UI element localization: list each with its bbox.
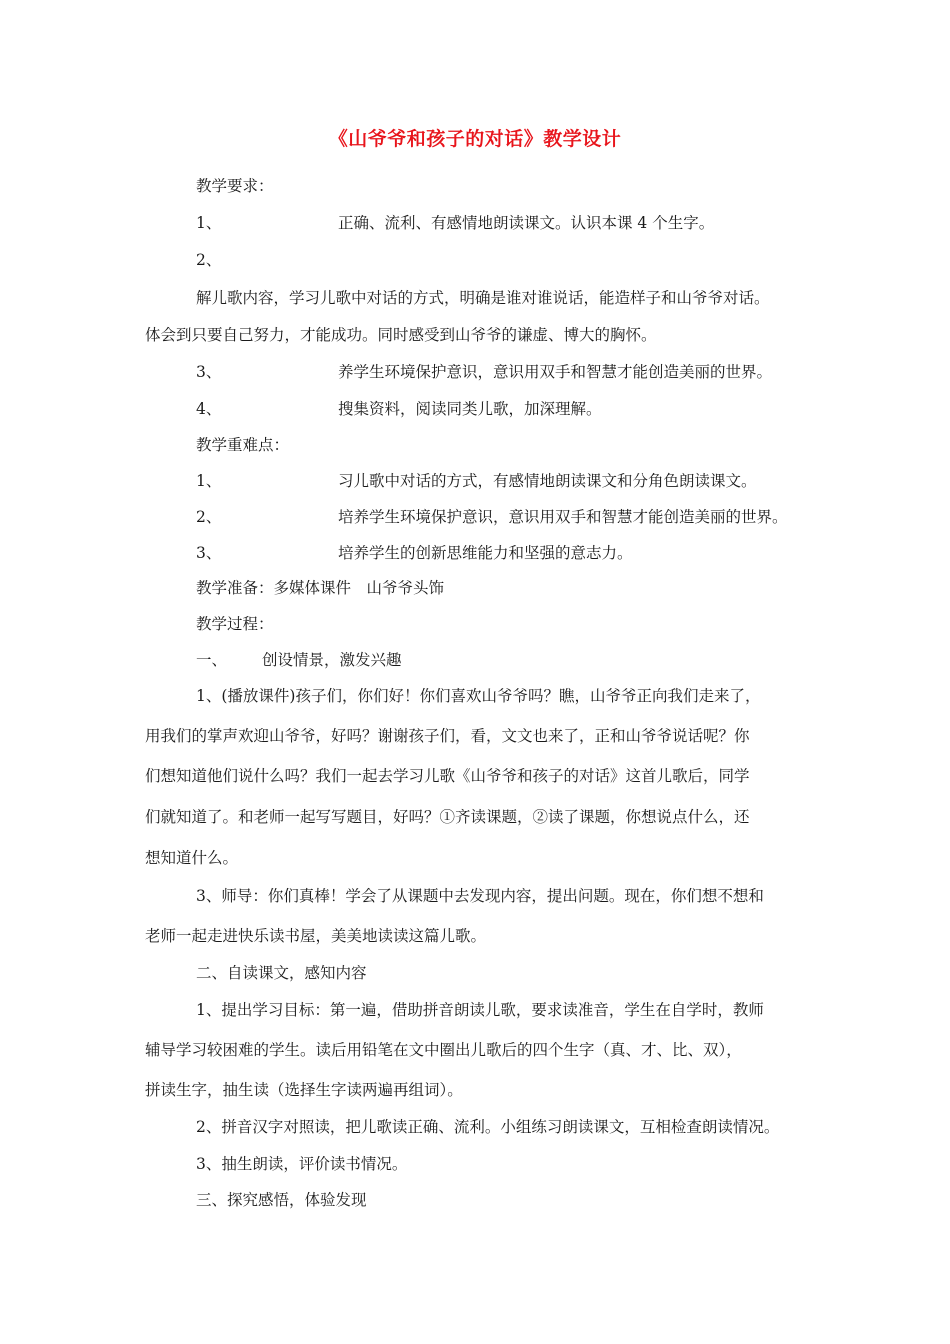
key-point-2-text: 培养学生环境保护意识，意识用双手和智慧才能创造美丽的世界。 [338, 508, 788, 526]
section-2-paragraph-1-line-1: 1、提出学习目标：第一遍，借助拼音朗读儿歌，要求读准音，学生在自学时，教师 [196, 1001, 764, 1019]
requirement-3-number: 3、 [196, 363, 222, 381]
requirement-2-text: 解儿歌内容，学习儿歌中对话的方式，明确是谁对谁说话，能造样子和山爷爷对话。 [196, 289, 770, 307]
preparation-line: 教学准备：多媒体课件 山爷爷头饰 [196, 579, 445, 597]
key-point-1-number: 1、 [196, 472, 222, 490]
requirement-2-continuation: 体会到只要自己努力，才能成功。同时感受到山爷爷的谦虚、博大的胸怀。 [145, 326, 657, 344]
key-point-3-text: 培养学生的创新思维能力和坚强的意志力。 [338, 544, 633, 562]
paragraph-3-line-1: 3、师导：你们真棒！学会了从课题中去发现内容，提出问题。现在，你们想不想和 [196, 887, 764, 905]
section-1-number: 一、 [196, 651, 228, 669]
requirement-3-text: 养学生环境保护意识，意识用双手和智慧才能创造美丽的世界。 [338, 363, 773, 381]
paragraph-1-line-5: 想知道什么。 [145, 849, 239, 867]
section-2-paragraph-1-line-2: 辅导学习较困难的学生。读后用铅笔在文中圈出儿歌后的四个生字（真、才、比、双）， [145, 1041, 742, 1059]
section-1-title: 创设情景，激发兴趣 [262, 651, 402, 669]
requirement-4-text: 搜集资料，阅读同类儿歌，加深理解。 [338, 400, 602, 418]
section-2-paragraph-3: 3、抽生朗读，评价读书情况。 [196, 1155, 408, 1173]
requirements-heading: 教学要求： [196, 177, 274, 195]
requirement-1-number: 1、 [196, 214, 222, 232]
section-2-paragraph-1-line-3: 拼读生字，抽生读（选择生字读两遍再组词）。 [145, 1081, 463, 1099]
requirement-4-number: 4、 [196, 400, 222, 418]
paragraph-3-line-2: 老师一起走进快乐读书屋，美美地读读这篇儿歌。 [145, 927, 487, 945]
section-2-title: 二、自读课文，感知内容 [196, 964, 367, 982]
key-point-1-text: 习儿歌中对话的方式，有感情地朗读课文和分角色朗读课文。 [338, 472, 757, 490]
section-2-paragraph-2: 2、拼音汉字对照读，把儿歌读正确、流利。小组练习朗读课文，互相检查朗读情况。 [196, 1118, 780, 1136]
paragraph-1-line-3: 们想知道他们说什么吗？我们一起去学习儿歌《山爷爷和孩子的对话》这首儿歌后，同学 [145, 767, 750, 785]
requirement-2-number: 2、 [196, 251, 222, 269]
document-title: 《山爷爷和孩子的对话》教学设计 [328, 128, 622, 150]
paragraph-1-line-1: 1、(播放课件)孩子们，你们好！你们喜欢山爷爷吗？瞧，山爷爷正向我们走来了， [196, 687, 761, 705]
paragraph-1-line-2: 用我们的掌声欢迎山爷爷，好吗？谢谢孩子们，看，文文也来了，正和山爷爷说话呢？你 [145, 727, 750, 745]
requirement-1-text: 正确、流利、有感情地朗读课文。认识本课 4 个生字。 [338, 214, 715, 232]
key-point-3-number: 3、 [196, 544, 222, 562]
key-points-heading: 教学重难点： [196, 436, 290, 454]
process-heading: 教学过程： [196, 615, 274, 633]
key-point-2-number: 2、 [196, 508, 222, 526]
paragraph-1-line-4: 们就知道了。和老师一起写写题目，好吗？①齐读课题，②读了课题，你想说点什么，还 [145, 808, 750, 826]
section-3-title: 三、探究感悟，体验发现 [196, 1191, 367, 1209]
